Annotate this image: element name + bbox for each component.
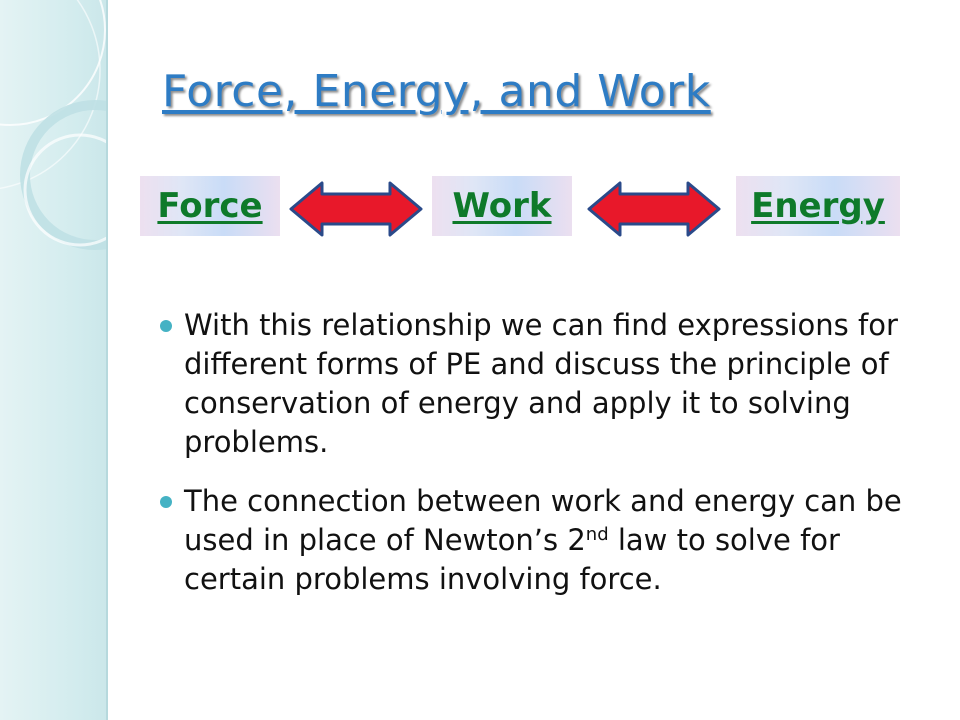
energy-label-text: Energy	[751, 186, 885, 226]
double-arrow-icon	[288, 180, 424, 238]
force-label	[140, 176, 280, 236]
double-arrow-icon	[586, 180, 722, 238]
bullet-dot-icon	[160, 496, 172, 508]
work-label	[432, 176, 572, 236]
energy-label	[736, 176, 900, 236]
bullet-dot-icon	[160, 320, 172, 332]
bullet-item	[160, 482, 920, 599]
decorative-side-band	[0, 0, 108, 720]
force-label-text: Force	[157, 186, 263, 226]
bullet-text-before: The connection between work and energy can be used in place of Newton’s 2	[184, 484, 902, 557]
bullet-text-after: law to solve for certain problems involving force.	[184, 523, 840, 596]
bullet-list	[160, 306, 920, 619]
work-label-text: Work	[452, 186, 552, 226]
bullet-text: With this relationship we can find expressions for different forms of PE and discuss the principle of conservation of energy and apply it to solving problems.	[184, 308, 898, 459]
ordinal-superscript: nd	[585, 524, 609, 545]
bullet-item	[160, 306, 920, 462]
decorative-circles	[0, 0, 106, 720]
slide-title: Force, Energy, and Work	[162, 66, 711, 117]
